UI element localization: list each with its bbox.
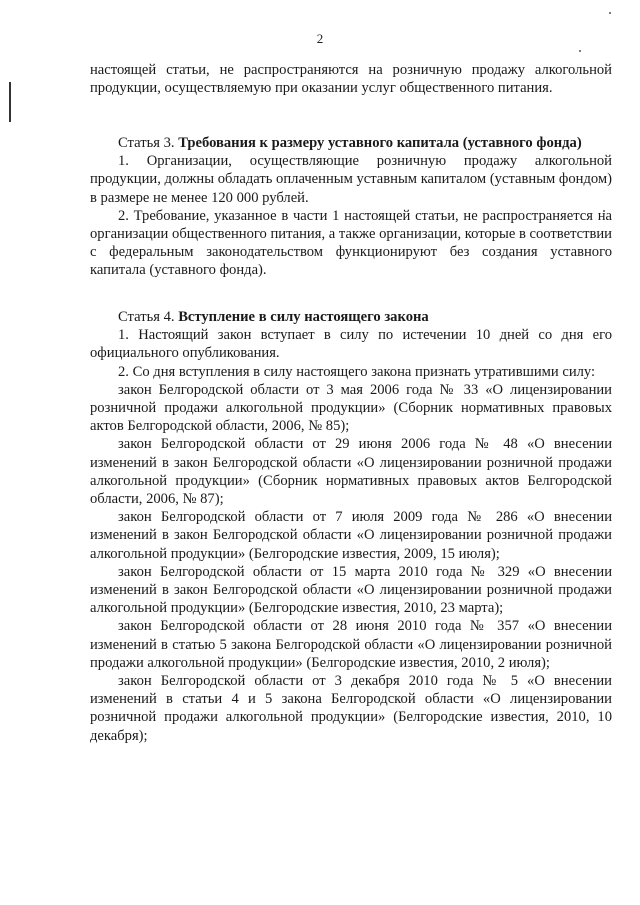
article-4-prefix: Статья 4. (118, 309, 179, 325)
article-4-heading (90, 308, 612, 326)
article-4-title: Вступление в силу настоящего закона (178, 309, 429, 325)
repealed-law-item: закон Белгородской области от 15 марта 2010 года № 329 «О внесении изменений в закон Белгородской области «О лицензировании розничной продажи алкогольной продукции» (Белгородские известия, 2010, 23 марта); (90, 563, 612, 617)
repealed-law-item: закон Белгородской области от 3 мая 2006 года № 33 «О лицензировании розничной продажи алкогольной продукции» (Сборник нормативных правовых актов Белгородской области, 2006, № 85); (90, 381, 612, 435)
article-4 (90, 308, 612, 745)
scan-speck (579, 50, 581, 52)
article-3-paragraph-2: 2. Требование, указанное в части 1 настоящей статьи, не распространяется на организации общественного питания, а также организации, которые в соответствии с федеральным законодательством функционируют без создания уставного капитала (уставного фонда). (90, 207, 612, 279)
scan-margin-mark (9, 82, 11, 122)
repealed-law-item: закон Белгородской области от 3 декабря 2010 года № 5 «О внесении изменений в статьи 4 и 5 закона Белгородской области «О лицензировании розничной продажи алкогольной продукции» (Белгородские известия, 2010, 10 декабря); (90, 673, 612, 744)
article-3-title: Требования к размеру уставного капитала (уставного фонда) (178, 135, 582, 151)
intro-paragraph: настоящей статьи, не распространяются на розничную продажу алкогольной продукции, осуществляемую при оказании услуг общественного питания. (90, 62, 612, 97)
article-3-paragraph-1: 1. Организации, осуществляющие розничную продажу алкогольной продукции, должны обладать оплаченным уставным капиталом (уставным фондом) в размере не менее 120 000 рублей. (90, 153, 612, 206)
article-3-heading (90, 134, 612, 152)
page-number: 2 (316, 31, 324, 46)
article-3 (90, 134, 612, 280)
intro-block (90, 61, 612, 97)
repealed-law-item: закон Белгородской области от 7 июля 2009 года № 286 «О внесении изменений в закон Белгородской области «О лицензировании розничной продажи алкогольной продукции» (Белгородские известия, 2009, 15 июля); (90, 509, 612, 562)
article-3-prefix: Статья 3. (118, 135, 179, 151)
repealed-law-item: закон Белгородской области от 29 июня 2006 года № 48 «О внесении изменений в закон Белгородской области «О лицензировании розничной продажи алкогольной продукции» (Сборник нормативных правовых актов Белгородской области, 2006, № 87); (90, 436, 612, 508)
article-4-paragraph-2: 2. Со дня вступления в силу настоящего закона признать утратившими силу: (118, 363, 596, 380)
scan-speck (609, 12, 611, 14)
article-4-paragraph-1: 1. Настоящий закон вступает в силу по истечении 10 дней со дня его официального опубликования. (90, 327, 612, 362)
repealed-law-item: закон Белгородской области от 28 июня 2010 года № 357 «О внесении изменений в статью 5 закона Белгородской области «О лицензировании розничной продажи алкогольной продукции» (Белгородские известия, 2010, 2 июля); (90, 618, 612, 671)
